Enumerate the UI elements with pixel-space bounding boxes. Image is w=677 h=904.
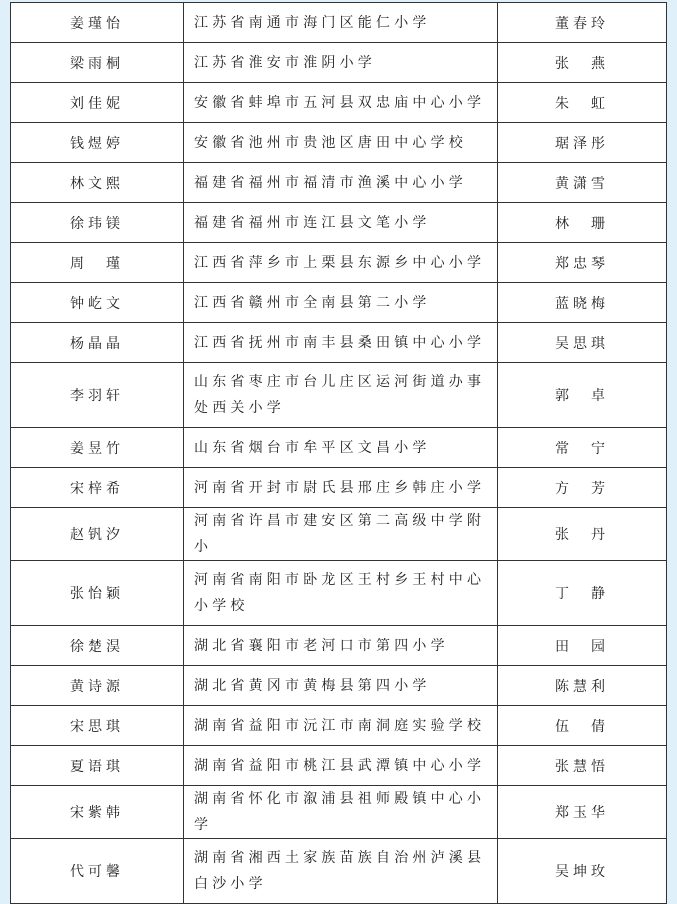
school-cell: 福建省福州市福清市渔溪中心小学	[184, 163, 498, 203]
teacher-name-cell: 丁 静	[498, 561, 667, 626]
student-name-cell: 姜瑾怡	[11, 3, 184, 43]
student-name-cell: 钱煜婷	[11, 123, 184, 163]
table-row	[11, 43, 667, 83]
student-name-cell: 宋紫韩	[11, 786, 184, 839]
student-name-cell: 梁雨桐	[11, 43, 184, 83]
table-row	[11, 323, 667, 363]
school-cell: 山东省烟台市牟平区文昌小学	[184, 428, 498, 468]
table-row	[11, 839, 667, 904]
school-cell: 山东省枣庄市台儿庄区运河街道办事处西关小学	[184, 363, 498, 428]
student-name-cell: 杨晶晶	[11, 323, 184, 363]
student-name-cell: 宋梓希	[11, 468, 184, 508]
school-cell: 河南省许昌市建安区第二高级中学附小	[184, 508, 498, 561]
school-cell: 湖北省黄冈市黄梅县第四小学	[184, 666, 498, 706]
school-cell: 安徽省池州市贵池区唐田中心学校	[184, 123, 498, 163]
table-row	[11, 666, 667, 706]
student-name-cell: 宋思琪	[11, 706, 184, 746]
teacher-name-cell: 张 燕	[498, 43, 667, 83]
teacher-name-cell: 田 园	[498, 626, 667, 666]
student-name-cell: 张怡颖	[11, 561, 184, 626]
school-cell: 江西省赣州市全南县第二小学	[184, 283, 498, 323]
school-cell: 湖南省怀化市溆浦县祖师殿镇中心小学	[184, 786, 498, 839]
teacher-name-cell: 林 珊	[498, 203, 667, 243]
school-cell: 湖南省湘西土家族苗族自治州泸溪县白沙小学	[184, 839, 498, 904]
student-name-cell: 林文熙	[11, 163, 184, 203]
teacher-name-cell: 陈慧利	[498, 666, 667, 706]
student-name-cell: 代可馨	[11, 839, 184, 904]
table-row	[11, 706, 667, 746]
table-row	[11, 468, 667, 508]
table-row	[11, 243, 667, 283]
school-cell: 河南省开封市尉氏县邢庄乡韩庄小学	[184, 468, 498, 508]
teacher-name-cell: 郑忠琴	[498, 243, 667, 283]
table-row	[11, 561, 667, 626]
teacher-name-cell: 常 宁	[498, 428, 667, 468]
student-name-cell: 夏语琪	[11, 746, 184, 786]
student-name-cell: 徐楚淏	[11, 626, 184, 666]
teacher-name-cell: 郑玉华	[498, 786, 667, 839]
table-row	[11, 163, 667, 203]
table-row	[11, 626, 667, 666]
table-row	[11, 3, 667, 43]
student-name-cell: 姜昱竹	[11, 428, 184, 468]
table-row	[11, 203, 667, 243]
table-row	[11, 123, 667, 163]
school-cell: 江西省抚州市南丰县桑田镇中心小学	[184, 323, 498, 363]
student-name-cell: 赵钒汐	[11, 508, 184, 561]
school-cell: 湖南省益阳市沅江市南洞庭实验学校	[184, 706, 498, 746]
school-cell: 河南省南阳市卧龙区王村乡王村中心小学校	[184, 561, 498, 626]
teacher-name-cell: 郭 卓	[498, 363, 667, 428]
student-name-cell: 周 瑾	[11, 243, 184, 283]
teacher-name-cell: 蓝晓梅	[498, 283, 667, 323]
table-row	[11, 283, 667, 323]
school-cell: 湖北省襄阳市老河口市第四小学	[184, 626, 498, 666]
teacher-name-cell: 方 芳	[498, 468, 667, 508]
teacher-name-cell: 伍 倩	[498, 706, 667, 746]
teacher-name-cell: 黄潇雪	[498, 163, 667, 203]
table-body	[11, 3, 667, 904]
school-cell: 湖南省益阳市桃江县武潭镇中心小学	[184, 746, 498, 786]
award-table	[10, 2, 667, 904]
table-row	[11, 508, 667, 561]
teacher-name-cell: 吴坤玫	[498, 839, 667, 904]
table-row	[11, 428, 667, 468]
table-row	[11, 786, 667, 839]
teacher-name-cell: 吴思琪	[498, 323, 667, 363]
teacher-name-cell: 朱 虹	[498, 83, 667, 123]
school-cell: 江苏省淮安市淮阴小学	[184, 43, 498, 83]
student-name-cell: 徐玮镁	[11, 203, 184, 243]
teacher-name-cell: 董春玲	[498, 3, 667, 43]
school-cell: 安徽省蚌埠市五河县双忠庙中心小学	[184, 83, 498, 123]
table-row	[11, 746, 667, 786]
school-cell: 江苏省南通市海门区能仁小学	[184, 3, 498, 43]
teacher-name-cell: 张 丹	[498, 508, 667, 561]
school-cell: 江西省萍乡市上栗县东源乡中心小学	[184, 243, 498, 283]
student-name-cell: 刘佳妮	[11, 83, 184, 123]
student-name-cell: 钟屹文	[11, 283, 184, 323]
table-row	[11, 363, 667, 428]
teacher-name-cell: 张慧悟	[498, 746, 667, 786]
school-cell: 福建省福州市连江县文笔小学	[184, 203, 498, 243]
teacher-name-cell: 琚泽彤	[498, 123, 667, 163]
student-name-cell: 黄诗源	[11, 666, 184, 706]
table-row	[11, 83, 667, 123]
student-name-cell: 李羽轩	[11, 363, 184, 428]
